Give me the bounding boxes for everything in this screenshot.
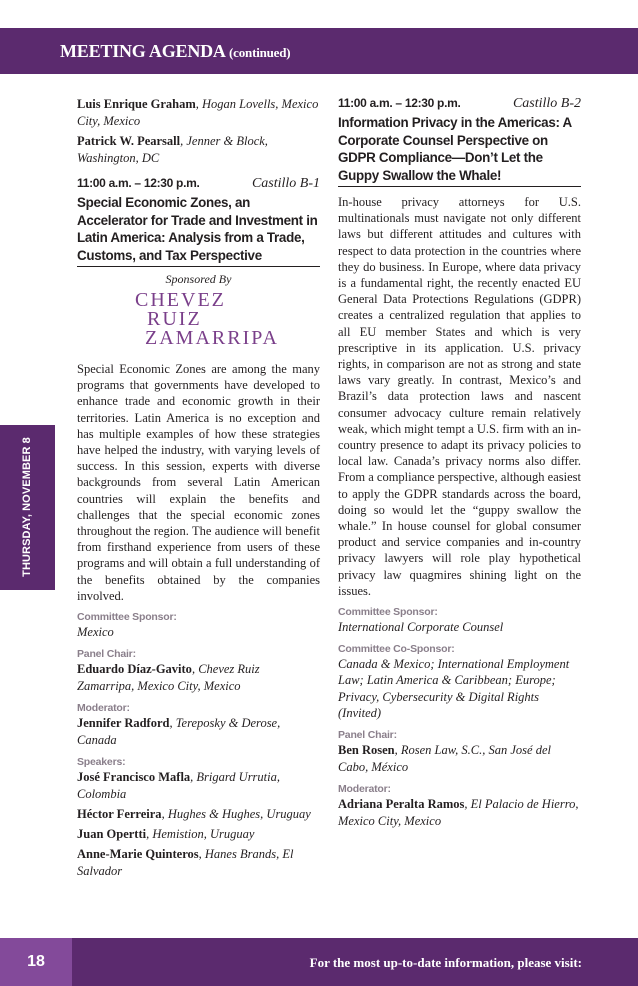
committee-sponsor-label: Committee Sponsor: xyxy=(77,611,177,624)
moderator: Jennifer Radford, Tereposky & Derose, Canada xyxy=(77,715,281,747)
continued-label: (continued) xyxy=(229,45,291,60)
page-number-box xyxy=(0,938,72,986)
speaker: Anne-Marie Quinteros, Hanes Brands, El Salvador xyxy=(77,846,294,878)
session-description: Special Economic Zones are among the many programs that governments have developed to enhance trade and economic growth in their territories. Latin America is no exception and has multiple examples of how these strategies have helped the industry, with varying levels of success. In this session, experts with diverse backgrounds from several Latin American countries will explain the benefits and challenges that the special economic zones throughout the region. The audience will benefit from firsthand experience from users of these programs and will obtain a full understanding of the benefits obtained by the companies involved. xyxy=(77,362,320,603)
session-room: Castillo B-2 xyxy=(512,96,581,111)
panel-chair-label: Panel Chair: xyxy=(77,647,136,660)
session-time: 11:00 a.m. – 12:30 p.m. xyxy=(338,96,461,110)
right-column xyxy=(338,96,581,833)
header-bar xyxy=(0,28,638,74)
sponsor-logo xyxy=(135,291,320,348)
moderator: Adriana Peralta Ramos, El Palacio de Hierro, Mexico City, Mexico xyxy=(338,796,579,828)
logo-line: CHEVEZ xyxy=(135,289,226,311)
moderator-label: Moderator: xyxy=(338,782,391,795)
session-time: 11:00 a.m. – 12:30 p.m. xyxy=(77,176,200,190)
presenter-patrick-pearsall: Patrick W. Pearsall, Jenner & Block, Washington, DC xyxy=(77,134,268,165)
session-description: In-house privacy attorneys for U.S. multinationals must navigate not only different laws but different attitudes and cultures with respect to data protection in the countries where they do business. In Europe, where data privacy is a fundamental right, the recently enacted EU General Data Protections Regulations (GDPR) creates a centralized regulation that applies to all EU member States and which is very prescriptive in its application. U.S. privacy rights, in comparison are not as strong and state laws vary greatly. In contrast, Mexico’s and Brazil’s data protection laws and nascent consumer advocacy culture remain relatively weak, which might tempt a U.S. firm with an in-country presence to adapt its privacy policies to local law. Canada’s privacy norms also differ. From a compliance perspective, although easiest to apply the GDPR standards across the board, doing so would let the “guppy swallow the whale.” In house counsel for global consumer product and service companies and in-country privacy lawyers will role play hypothetical privacy law quagmires shining light on the issues. xyxy=(338,195,582,598)
panel-chair: Eduardo Díaz-Gavito, Chevez Ruiz Zamarripa, Mexico City, Mexico xyxy=(77,661,260,693)
panel-chair-label: Panel Chair: xyxy=(338,728,397,741)
footer-text: For the most up-to-date information, please visit: xyxy=(309,955,582,970)
presenter-luis-graham: Luis Enrique Graham, Hogan Lovells, Mexico City, Mexico xyxy=(77,97,319,128)
speaker: José Francisco Mafla, Brigard Urrutia, Colombia xyxy=(77,769,280,801)
committee-cosponsor-label: Committee Co-Sponsor: xyxy=(338,642,455,655)
committee-sponsor: International Corporate Counsel xyxy=(338,620,504,635)
session-room: Castillo B-1 xyxy=(251,176,320,191)
session-title: Special Economic Zones, an Accelerator for Trade and Investment in Latin America: Analysis from a Trade, Customs, and Tax Perspective xyxy=(77,194,320,267)
left-column xyxy=(77,96,320,883)
session-title: Information Privacy in the Americas: A Corporate Counsel Perspective on GDPR Compliance—Don’t Let the Guppy Swallow the Whale! xyxy=(338,114,581,187)
panel-chair: Ben Rosen, Rosen Law, S.C., San José del Cabo, México xyxy=(338,742,551,774)
logo-line: RUIZ xyxy=(147,308,202,330)
page-number: 18 xyxy=(27,953,45,970)
moderator-label: Moderator: xyxy=(77,701,130,714)
session-time-row xyxy=(338,96,581,112)
speaker: Héctor Ferreira, Hughes & Hughes, Uruguay xyxy=(77,806,311,821)
day-label: THURSDAY, NOVEMBER 8 xyxy=(21,437,33,577)
speaker: Juan Opertti, Hemistion, Uruguay xyxy=(77,826,255,841)
committee-sponsor: Mexico xyxy=(77,625,114,640)
session-time-row xyxy=(77,176,320,192)
page-title xyxy=(60,41,290,62)
committee-cosponsor: Canada & Mexico; International Employment Law; Latin America & Caribbean; Europe; Privacy, Cybersecurity & Digital Rights (Invited) xyxy=(338,656,570,721)
logo-line: ZAMARRIPA xyxy=(145,327,279,349)
speakers-label: Speakers: xyxy=(77,755,126,768)
day-side-tab xyxy=(0,425,55,590)
title-text: MEETING AGENDA xyxy=(60,41,225,61)
committee-sponsor-label: Committee Sponsor: xyxy=(338,606,438,619)
footer-bar xyxy=(0,938,638,986)
sponsored-by-label: Sponsored By xyxy=(165,272,232,286)
